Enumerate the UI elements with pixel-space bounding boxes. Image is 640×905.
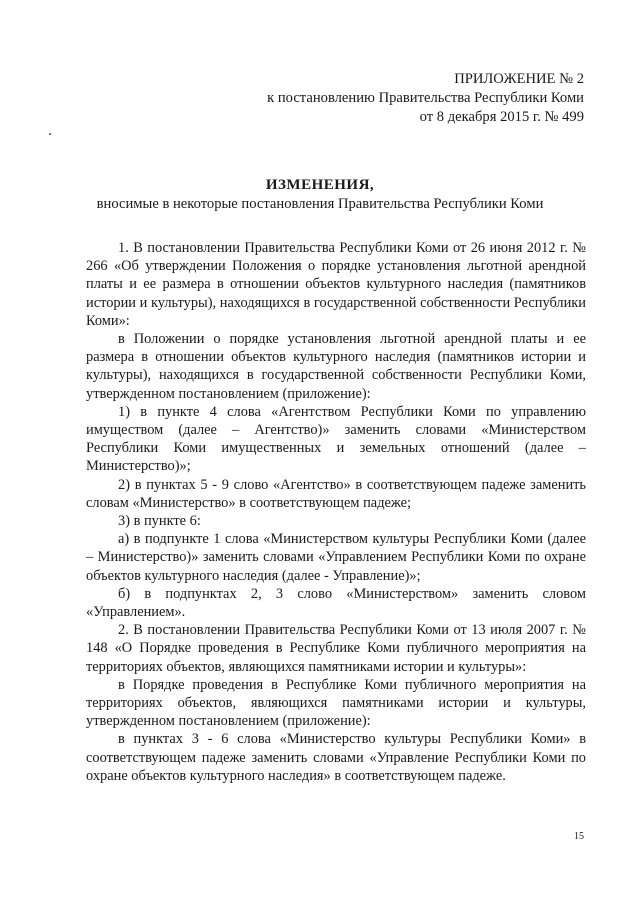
paragraph: в Порядке проведения в Республике Коми публичного мероприятия на территориях объектов, являющихся памятниками истории и культуры, утвержденном постановлением (приложение): <box>86 676 586 730</box>
appendix-number: ПРИЛОЖЕНИЕ № 2 <box>454 71 584 87</box>
appendix-header <box>267 70 584 127</box>
title-block <box>0 176 640 214</box>
page-number: 15 <box>574 831 584 842</box>
appendix-reference: к постановлению Правительства Республики Коми <box>267 90 584 106</box>
paragraph: а) в подпункте 1 слова «Министерством культуры Республики Коми (далее – Министерство)» заменить словами «Управлением Республики Коми по охране объектов культурного наследия (далее - Управление)»; <box>86 531 586 584</box>
appendix-date: от 8 декабря 2015 г. № 499 <box>419 109 584 125</box>
paragraph: в Положении о порядке установления льготной арендной платы и ее размера в отношении объектов культурного наследия (памятников истории и культуры), находящихся в государственной собственности Республики Коми, утвержденном постановлением (приложение): <box>86 331 586 402</box>
paragraph: 1) в пункте 4 слова «Агентством Республики Коми по управлению имуществом (далее – Агентство)» заменить словами «Министерством Республики Коми имущественных и земельных отношений (далее – Министерство)»; <box>86 403 586 475</box>
paragraph: 1. В постановлении Правительства Республики Коми от 26 июня 2012 г. № 266 «Об утверждении Положения о порядке установления льготной арендной платы и ее размера в отношении объектов культурного наследия (памятников истории и культуры), находящихся в государственной собственности Республики Коми»: <box>86 240 586 329</box>
paragraph: в пунктах 3 - 6 слова «Министерство культуры Республики Коми» в соответствующем падеже заменить словами «Управление Республики Коми по охране объектов культурного наследия» в соответствующем падеже. <box>86 731 586 784</box>
paragraph: 2. В постановлении Правительства Республики Коми от 13 июля 2007 г. № 148 «О Порядке проведения в Республике Коми публичного мероприятия на территориях объектов, являющихся памятниками истории и культуры»: <box>86 622 586 675</box>
paragraph: 3) в пункте 6: <box>118 513 201 530</box>
scan-speck <box>49 133 51 135</box>
document-subtitle: вносимые в некоторые постановления Правительства Республики Коми <box>96 196 544 212</box>
document-body <box>86 239 586 785</box>
paragraph: б) в подпунктах 2, 3 слово «Министерством» заменить словом «Управлением». <box>86 585 586 621</box>
paragraph: 2) в пунктах 5 - 9 слово «Агентство» в соответствующем падеже заменить словам «Министерство» в соответствующем падеже; <box>86 476 586 511</box>
document-title: ИЗМЕНЕНИЯ, <box>265 177 375 193</box>
